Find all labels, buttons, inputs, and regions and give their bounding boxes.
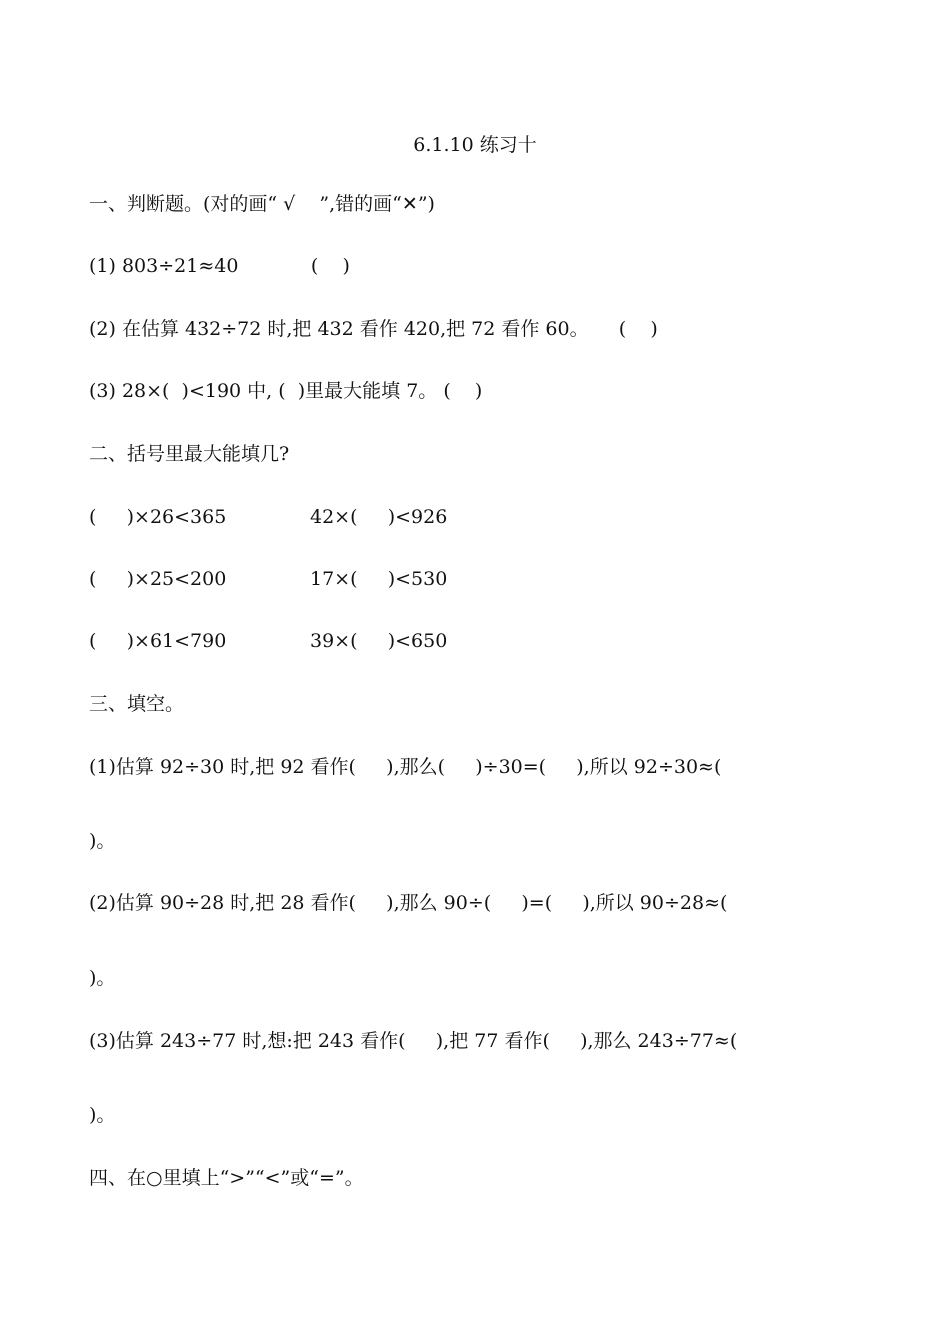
section2-heading: 二、括号里最大能填几? [89, 443, 290, 465]
judge-item-2: (2) 在估算 432÷72 时,把 432 看作 420,把 72 看作 60。 ( ) [89, 318, 658, 340]
estimate-item-2: (2)估算 90÷28 时,把 28 看作( ),那么 90÷( )=( ),所以 90÷28≈( [89, 892, 728, 914]
fill-row-3-right: 39×( )<650 [310, 630, 448, 652]
section1-heading: 一、判断题。(对的画“ √ ”,错的画“✕”) [89, 193, 435, 215]
section4-heading: 四、在○里填上“>”“<”或“=”。 [89, 1167, 364, 1189]
fill-row-2-right: 17×( )<530 [310, 568, 448, 590]
judge-item-3: (3) 28×( )<190 中, ( )里最大能填 7。 ( ) [89, 380, 483, 402]
fill-row-1-left: ( )×26<365 [89, 506, 227, 528]
estimate-item-2-cont: )。 [89, 967, 116, 989]
page-title: 6.1.10 练习十 [413, 134, 537, 156]
estimate-item-1-cont: )。 [89, 830, 116, 852]
estimate-item-3-cont: )。 [89, 1104, 116, 1126]
estimate-item-1: (1)估算 92÷30 时,把 92 看作( ),那么( )÷30=( ),所以 92÷30≈( [89, 756, 722, 778]
fill-row-3-left: ( )×61<790 [89, 630, 227, 652]
fill-row-2-left: ( )×25<200 [89, 568, 227, 590]
section3-heading: 三、填空。 [89, 693, 185, 715]
estimate-item-3: (3)估算 243÷77 时,想:把 243 看作( ),把 77 看作( ),那么 243÷77≈( [89, 1030, 738, 1052]
judge-item-1: (1) 803÷21≈40 ( ) [89, 255, 350, 277]
fill-row-1-right: 42×( )<926 [310, 506, 448, 528]
